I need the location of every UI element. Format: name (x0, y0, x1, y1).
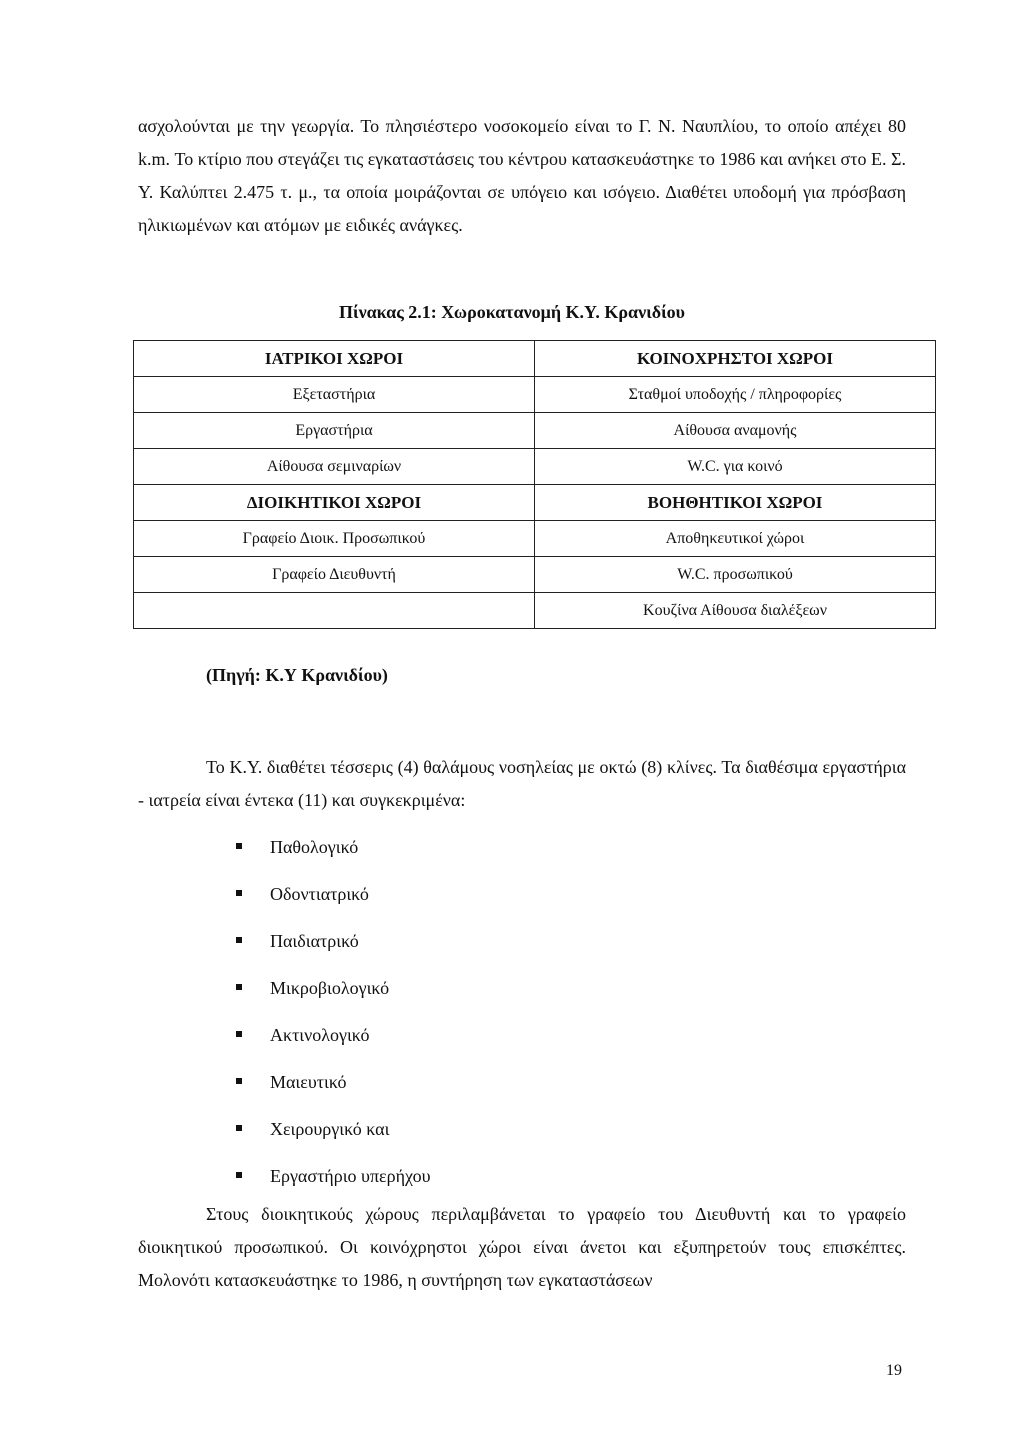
table-cell: W.C. για κοινό (535, 449, 936, 485)
table-cell: Εργαστήρια (134, 413, 535, 449)
table-cell (134, 593, 535, 629)
list-item (232, 873, 431, 920)
list-item-label: Χειρουργικό και (270, 1119, 390, 1139)
list-item (232, 1108, 431, 1155)
list-item (232, 1014, 431, 1061)
list-item-label: Ακτινολογικό (270, 1025, 370, 1045)
table-cell: Αίθουσα σεμιναρίων (134, 449, 535, 485)
list-item-label: Μικροβιολογικό (270, 978, 390, 998)
table-caption: Πίνακας 2.1: Χωροκατανομή Κ.Υ. Κρανιδίου (339, 302, 685, 322)
table-cell: Αίθουσα αναμονής (535, 413, 936, 449)
table-cell: Γραφείο Διοικ. Προσωπικού (134, 521, 535, 557)
table-cell: Γραφείο Διευθυντή (134, 557, 535, 593)
square-bullet-icon (236, 890, 242, 896)
square-bullet-icon (236, 1078, 242, 1084)
table-row (134, 341, 936, 377)
list-item-label: Μαιευτικό (270, 1072, 347, 1092)
list-item-label: Παθολογικό (270, 837, 359, 857)
list-item (232, 826, 431, 873)
table-row (134, 413, 936, 449)
list-item-label: Οδοντιατρικό (270, 884, 369, 904)
table-cell: Σταθμοί υποδοχής / πληροφορίες (535, 377, 936, 413)
table-row (134, 377, 936, 413)
closing-paragraph: Στους διοικητικούς χώρους περιλαμβάνεται το γραφείο του Διευθυντή και το γραφείο διοικητικού προσωπικού. Οι κοινόχρηστοι χώροι είναι άνετοι και εξυπηρετούν τους επισκέπτες. Μολονότι κατασκευάστηκε το 1986, η συντήρηση των εγκαταστάσεων (138, 1204, 906, 1290)
table-cell: Εξεταστήρια (134, 377, 535, 413)
square-bullet-icon (236, 1125, 242, 1131)
table-source-note: (Πηγή: Κ.Υ Κρανιδίου) (206, 665, 388, 685)
labs-list (232, 826, 431, 1202)
table-cell: Αποθηκευτικοί χώροι (535, 521, 936, 557)
square-bullet-icon (236, 1172, 242, 1178)
table-row (134, 593, 936, 629)
page-number: 19 (886, 1362, 902, 1379)
list-item-label: Παιδιατρικό (270, 931, 359, 951)
table-heading-cell: ΚΟΙΝΟΧΡΗΣΤΟΙ ΧΩΡΟΙ (535, 341, 936, 377)
table-row (134, 521, 936, 557)
square-bullet-icon (236, 1031, 242, 1037)
labs-paragraph: Το Κ.Υ. διαθέτει τέσσερις (4) θαλάμους νοσηλείας με οκτώ (8) κλίνες. Τα διαθέσιμα εργαστήρια - ιατρεία είναι έντεκα (11) και συγκεκριμένα: (138, 757, 906, 810)
table-cell: W.C. προσωπικού (535, 557, 936, 593)
list-item (232, 967, 431, 1014)
space-allocation-table (133, 340, 936, 629)
table-heading-cell: ΙΑΤΡΙΚΟΙ ΧΩΡΟΙ (134, 341, 535, 377)
table-heading-cell: ΔΙΟΙΚΗΤΙΚΟΙ ΧΩΡΟΙ (134, 485, 535, 521)
table-row (134, 485, 936, 521)
list-item (232, 920, 431, 967)
table-row (134, 449, 936, 485)
intro-paragraph: ασχολούνται με την γεωργία. Το πλησιέστερο νοσοκομείο είναι το Γ. Ν. Ναυπλίου, το οποίο απέχει 80 k.m. Το κτίριο που στεγάζει τις εγκαταστάσεις του κέντρου κατασκευάστηκε το 1986 και ανήκει στο Ε. Σ. Υ. Καλύπτει 2.475 τ. μ., τα οποία μοιράζονται σε υπόγειο και ισόγειο. Διαθέτει υποδομή για πρόσβαση ηλικιωμένων και ατόμων με ειδικές ανάγκες. (138, 116, 906, 235)
table-cell: Κουζίνα Αίθουσα διαλέξεων (535, 593, 936, 629)
square-bullet-icon (236, 937, 242, 943)
list-item (232, 1155, 431, 1202)
table-row (134, 557, 936, 593)
square-bullet-icon (236, 984, 242, 990)
table-heading-cell: ΒΟΗΘΗΤΙΚΟΙ ΧΩΡΟΙ (535, 485, 936, 521)
list-item-label: Εργαστήριο υπερήχου (270, 1166, 431, 1186)
list-item (232, 1061, 431, 1108)
square-bullet-icon (236, 843, 242, 849)
